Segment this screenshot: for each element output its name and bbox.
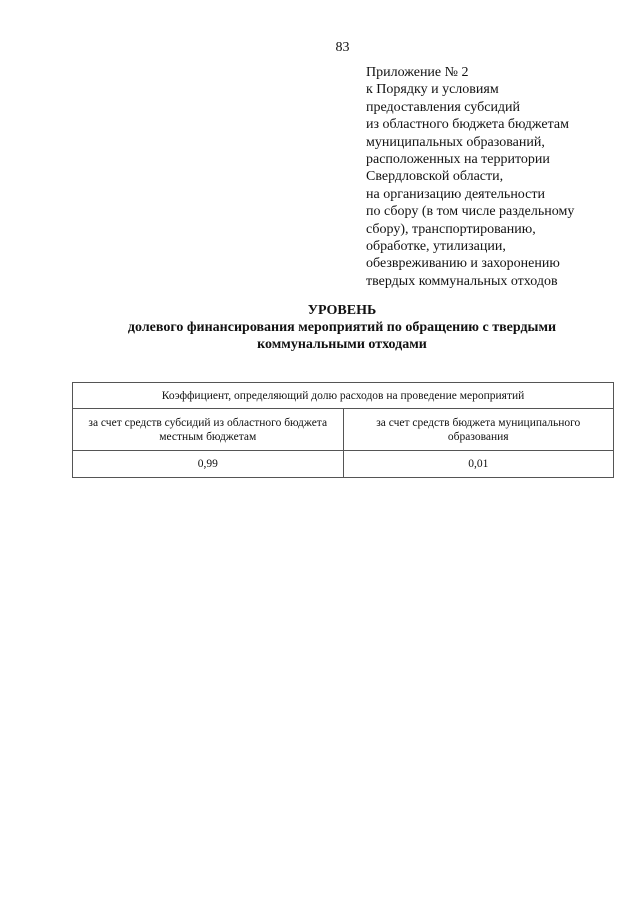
- appendix-line: сбору), транспортированию,: [366, 221, 536, 237]
- heading-title: УРОВЕНЬ: [307, 303, 377, 318]
- page-number: 83: [335, 40, 350, 55]
- table-row: [73, 451, 614, 478]
- appendix-line: обезвреживанию и захоронению: [366, 256, 560, 272]
- appendix-line: по сбору (в том числе раздельному: [366, 204, 575, 220]
- value-municipal: 0,01: [343, 451, 614, 478]
- appendix-line: обработке, утилизации,: [366, 239, 506, 255]
- appendix-line: муниципальных образований,: [366, 134, 545, 150]
- column-header-regional: за счет средств субсидий из областного бюджета местным бюджетам: [73, 409, 344, 451]
- appendix-line: расположенных на территории: [366, 152, 550, 168]
- appendix-line: предоставления субсидий: [366, 99, 521, 115]
- document-heading: [72, 302, 612, 353]
- column-header-municipal: за счет средств бюджета муниципального образования: [343, 409, 614, 451]
- appendix-line: твердых коммунальных отходов: [366, 273, 558, 289]
- appendix-line: на организацию деятельности: [366, 186, 545, 202]
- table-column-row: [73, 409, 614, 451]
- heading-subtitle: долевого финансирования мероприятий по обращению с твердыми коммунальными отходами: [127, 320, 557, 352]
- table-header-row: [73, 383, 614, 409]
- coefficient-table: [72, 382, 614, 478]
- appendix-line: из областного бюджета бюджетам: [366, 117, 569, 133]
- appendix-line: Свердловской области,: [366, 169, 504, 185]
- value-regional: 0,99: [73, 451, 344, 478]
- table-header: Коэффициент, определяющий долю расходов на проведение мероприятий: [73, 383, 614, 409]
- appendix-line: к Порядку и условиям: [366, 82, 499, 98]
- appendix-line: Приложение № 2: [366, 65, 469, 80]
- appendix-block: [366, 64, 626, 290]
